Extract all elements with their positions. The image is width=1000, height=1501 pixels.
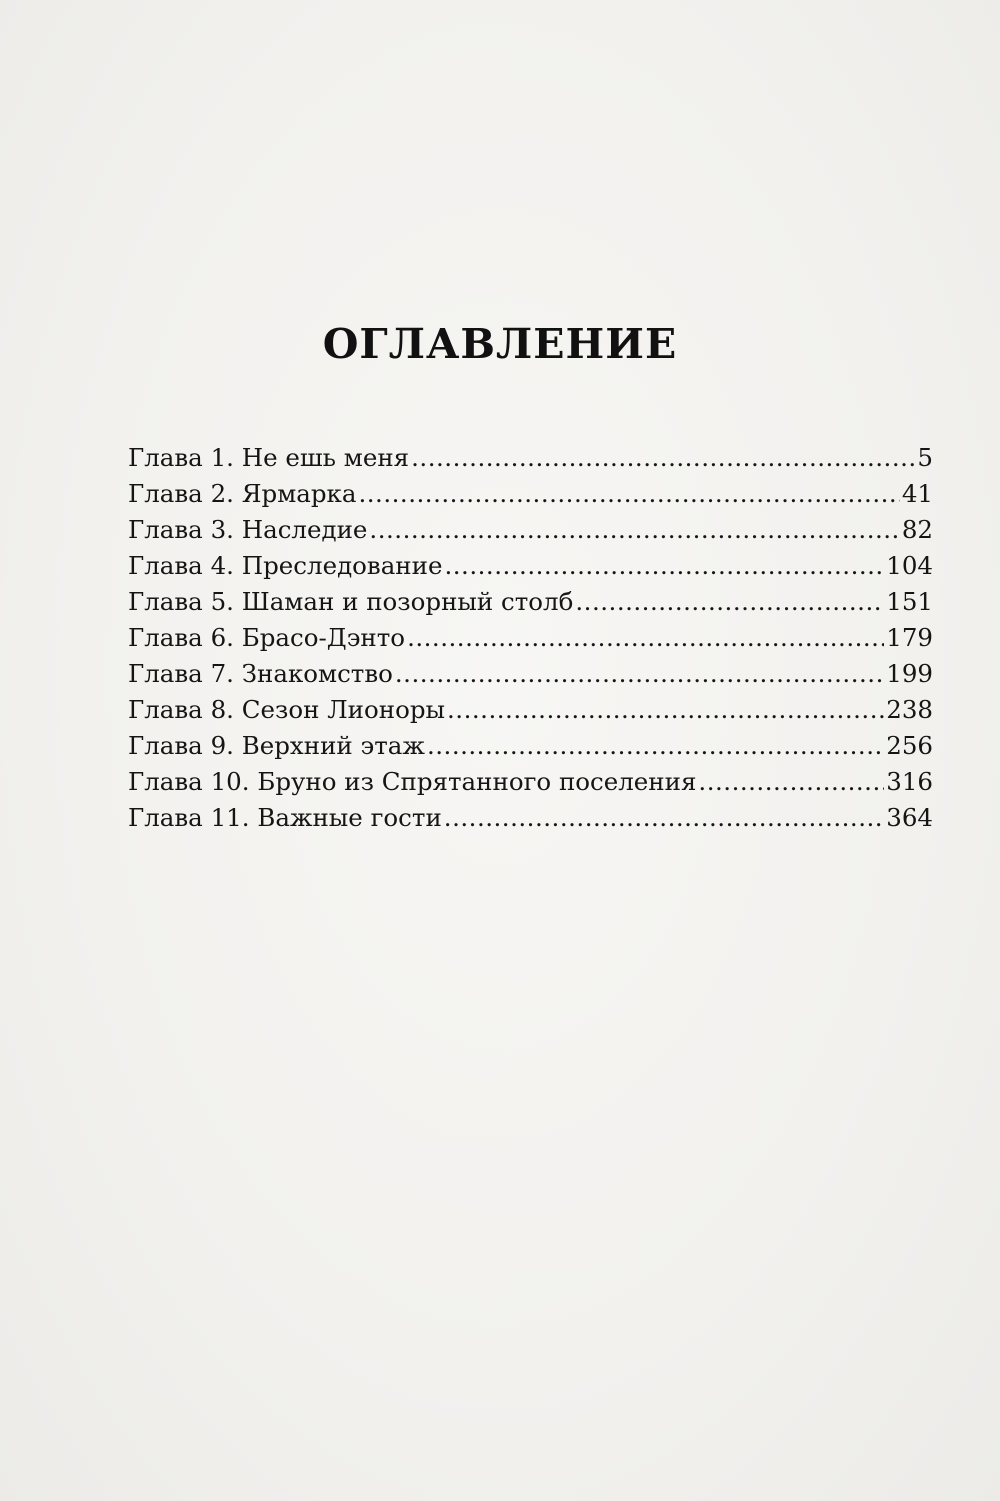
dot-leader [395,656,884,692]
toc-entry [128,620,933,656]
toc-entry-page: 82 [901,515,933,544]
toc-entry [128,764,933,800]
toc-entry-page: 256 [886,731,933,760]
toc-entry-page: 104 [886,551,933,580]
toc-entry-page: 151 [886,587,933,616]
toc-entry [128,440,933,476]
toc-entry-title: Глава 10. Бруно из Спрятанного поселения [128,767,697,796]
dot-leader [411,440,915,476]
toc-entry-page: 5 [917,443,933,472]
toc-entry-title: Глава 1. Не ешь меня [128,443,410,472]
toc-entry [128,800,933,836]
toc-entry-title: Глава 9. Верхний этаж [128,731,425,760]
dot-leader [369,512,899,548]
toc-entry [128,584,933,620]
dot-leader [698,764,884,800]
toc-entry [128,692,933,728]
toc-entry-title: Глава 5. Шаман и позорный столб [128,587,574,616]
toc-entry-title: Глава 3. Наследие [128,515,368,544]
toc-entry-title: Глава 8. Сезон Лионоры [128,695,446,724]
dot-leader [427,728,884,764]
toc-entry-title: Глава 6. Брасо-Дэнто [128,623,406,652]
toc-entry-page: 316 [886,767,933,796]
dot-leader [407,620,884,656]
dot-leader [575,584,884,620]
toc-entry-title: Глава 11. Важные гости [128,803,442,832]
toc-entry-page: 199 [886,659,933,688]
dot-leader [447,692,884,728]
toc-entry-title: Глава 2. Ярмарка [128,479,357,508]
toc-entry-title: Глава 4. Преследование [128,551,443,580]
table-of-contents [128,440,933,836]
page-title: ОГЛАВЛЕНИЕ [322,320,678,368]
toc-entry-page: 179 [886,623,933,652]
toc-entry-page: 364 [886,803,933,832]
toc-entry [128,656,933,692]
dot-leader [444,548,884,584]
toc-entry [128,512,933,548]
toc-entry [128,728,933,764]
toc-entry-page: 41 [901,479,933,508]
toc-entry [128,548,933,584]
dot-leader [358,476,899,512]
toc-entry [128,476,933,512]
toc-entry-page: 238 [886,695,933,724]
toc-entry-title: Глава 7. Знакомство [128,659,393,688]
dot-leader [444,800,884,836]
